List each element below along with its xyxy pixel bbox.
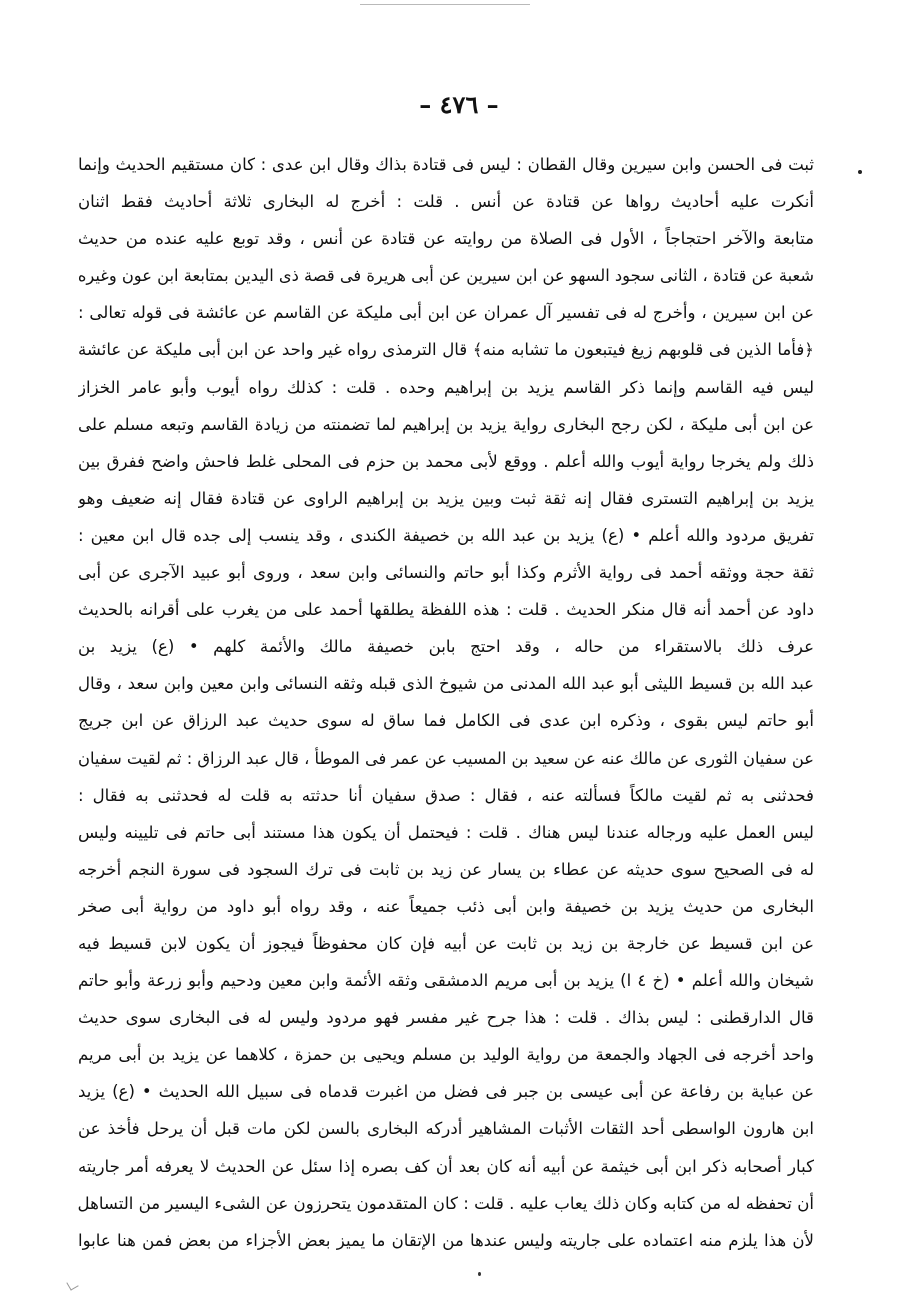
text-line: عن ابن أبى مليكة ، لكن رجح البخارى رواية يزيد بن إبراهيم لما تضمنته من زيادة القاسم وتبعه مسلم على bbox=[78, 414, 814, 434]
text-line: ليس فيه القاسم وإنما ذكر القاسم يزيد بن إبراهيم وحده . قلت : كذلك رواه أيوب وأبو عامر الخزاز bbox=[78, 377, 814, 397]
scan-mark bbox=[66, 1278, 78, 1290]
text-line: البخارى من حديث يزيد بن خصيفة وابن أبى ذئب جميعاً عنه ، وقد رواه أبو داود من رواية أبى صخر bbox=[78, 896, 814, 916]
text-body bbox=[78, 146, 814, 1259]
text-line: ثقة حجة ووثقه أحمد فى رواية الأثرم وكذا أبو حاتم والنسائى وابن سعد ، وروى أبو عبيد الآجرى عن أبى bbox=[78, 563, 814, 583]
text-line: كبار أصحابه ذكر ابن أبى خيثمة عن أبيه أنه كان بعد أن كف بصره إذا سئل عن الحديث لا يعرفه أمر جاريته bbox=[78, 1156, 814, 1176]
text-line: لأن هذا يلزم منه اعتماده على جاريته وليس عندها من الإتقان ما يميز بعض الأجزاء من بعض فمن هنا عابوا bbox=[78, 1230, 814, 1250]
text-line: عن عباية بن رفاعة عن أبى عيسى بن جبر فى فضل من اغبرت قدماه فى سبيل الله الحديث • (ع) يزيد bbox=[78, 1082, 814, 1102]
text-line: عن ابن قسيط عن خارجة بن زيد بن ثابت عن أبيه فإن كان محفوظاً فيجوز أن يكون لابن قسيط فيه bbox=[78, 933, 814, 953]
bottom-mark bbox=[478, 1272, 481, 1276]
text-line: يزيد بن إبراهيم التسترى فقال إنه ثقة ثبت وبين يزيد بن إبراهيم الراوى عن قتادة فقال إنه ضعيف وهو bbox=[78, 488, 814, 508]
text-line: أبو حاتم ليس بقوى ، وذكره ابن عدى فى الكامل فما ساق له سوى حديث عبد الرزاق عن ابن جريج bbox=[78, 711, 814, 731]
text-line: عن سفيان الثورى عن مالك عنه عن سعيد بن المسيب عن عمر فى الموطأ ، قال عبد الرزاق : ثم لقيت سفيان bbox=[78, 748, 814, 768]
text-line: شعبة عن قتادة ، الثانى سجود السهو عن ابن سيرين عن أبى هريرة فى قصة ذى اليدين بمتابعة ابن عون وغيره bbox=[78, 266, 814, 286]
text-line: تفريق مردود والله أعلم • (ع) يزيد بن عبد الله بن خصيفة الكندى ، وقد ينسب إلى جده قال ابن معين : bbox=[78, 525, 814, 545]
page-number: – ٤٧٦ – bbox=[419, 90, 499, 119]
text-line: ليس العمل عليه ورجاله عندنا ليس هناك . قلت : فيحتمل أن يكون هذا مستند أبى حاتم فى تليينه وليس bbox=[78, 822, 814, 842]
margin-mark bbox=[858, 170, 862, 174]
text-line: أن تحفظه له من كتابه وكان ذلك يعاب عليه . قلت : كان المتقدمون يتحرزون عن الشىء اليسير من التساهل bbox=[78, 1193, 814, 1213]
text-line: فحدثنى به ثم لقيت مالكاً فسألته عنه ، فقال : صدق سفيان أنا حدثته به قلت له فحدثنى به فقال : bbox=[78, 785, 814, 805]
text-line: واحد أخرجه فى الجهاد والجمعة من رواية الوليد بن مسلم ويحيى بن حمزة ، كلاهما عن يزيد بن أبى مريم bbox=[78, 1045, 814, 1065]
top-rule bbox=[360, 4, 530, 5]
text-line: أنكرت عليه أحاديث رواها عن قتادة عن أنس . قلت : أخرج له البخارى ثلاثة أحاديث فقط اثنان bbox=[78, 192, 814, 212]
text-line: داود عن أحمد أنه قال منكر الحديث . قلت : هذه اللفظة يطلقها أحمد على من يغرب على أقرانه بالحديث bbox=[78, 600, 814, 620]
text-line: ثبت فى الحسن وابن سيرين وقال القطان : ليس فى قتادة بذاك وقال ابن عدى : كان مستقيم الحديث وإنما bbox=[78, 155, 814, 174]
text-line: عرف ذلك بالاستقراء من حاله ، وقد احتج بابن خصيفة مالك والأئمة كلهم • (ع) يزيد بن bbox=[78, 637, 814, 657]
text-line: متابعة والآخر احتجاجاً ، الأول فى الصلاة من روايته عن قتادة عن أنس ، وقد توبع عليه عنده من حديث bbox=[78, 229, 814, 249]
text-line: عبد الله بن قسيط الليثى أبو عبد الله المدنى من شيوخ الذى قبله وثقه النسائى وابن معين وابن سعد ، وقال bbox=[78, 674, 814, 694]
text-line: عن ابن سيرين ، وأخرج له فى تفسير آل عمران عن ابن أبى مليكة عن القاسم عن عائشة فى قوله تعالى : bbox=[78, 303, 814, 323]
text-line: ﴿فأما الذين فى قلوبهم زيغ فيتبعون ما تشابه منه﴾ قال الترمذى رواه غير واحد عن ابن أبى مليكة عن عائشة bbox=[78, 340, 814, 360]
text-line: قال الدارقطنى : ليس بذاك . قلت : هذا جرح غير مفسر فهو مردود وليس له فى البخارى سوى حديث bbox=[78, 1008, 814, 1028]
text-line: ذلك ولم يخرجا رواية أيوب والله أعلم . ووقع لأبى محمد بن حزم فى المحلى غلط فاحش واضح ففرق بين bbox=[78, 451, 814, 471]
text-line: ابن هارون الواسطى أحد الثقات الأثبات المشاهير أدركه البخارى بالسن لكن مات قبل أن يرحل فأخذ عن bbox=[78, 1119, 814, 1139]
text-line: شيخان والله أعلم • (خ ٤ ا) يزيد بن أبى مريم الدمشقى وثقه الأئمة وابن معين ودحيم وأبو زرعة وأبو حاتم bbox=[78, 971, 814, 991]
text-line: له فى الصحيح سوى حديثه عن عطاء بن يسار عن زيد بن ثابت فى ترك السجود فى سورة النجم أخرجه bbox=[78, 859, 814, 879]
